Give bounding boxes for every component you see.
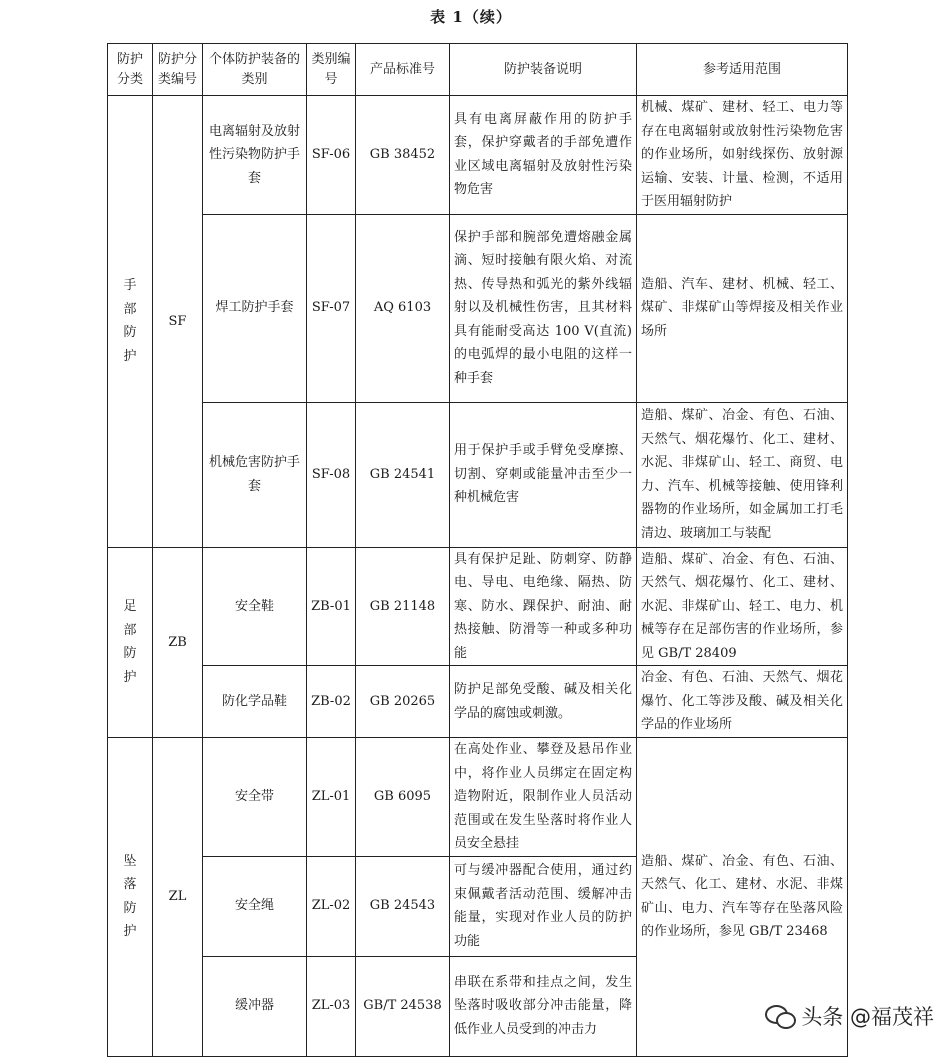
type-code: SF-07 [307, 214, 356, 402]
standard-number: GB 24541 [356, 402, 450, 547]
header-type-code: 类别编号 [307, 44, 356, 96]
header-category: 防护分类 [108, 44, 153, 96]
applicable-scope: 冶金、有色、石油、天然气、烟花爆竹、化工等涉及酸、碱及相关化学品的作业场所 [637, 666, 848, 738]
applicable-scope: 造船、汽车、建材、机械、轻工、煤矿、非煤矿山等焊接及相关作业场所 [637, 214, 848, 402]
type-code: SF-06 [307, 96, 356, 215]
equipment-type: 安全鞋 [203, 547, 307, 666]
table-row [108, 738, 848, 857]
equipment-description: 串联在系带和挂点之间，发生坠落时吸收部分冲击能量，降低作业人员受到的冲击力 [450, 956, 637, 1056]
ppe-table [107, 43, 848, 1057]
type-code: ZB-01 [307, 547, 356, 666]
equipment-description: 可与缓冲器配合使用，通过约束佩戴者活动范围、缓解冲击能量，实现对作业人员的防护功能 [450, 856, 637, 956]
equipment-description: 防护足部免受酸、碱及相关化学品的腐蚀或刺激。 [450, 666, 637, 738]
watermark-text: 头条 @福茂祥 [801, 1005, 934, 1029]
header-description: 防护装备说明 [450, 44, 637, 96]
equipment-description: 具有保护足趾、防刺穿、防静电、导电、电绝缘、隔热、防寒、防水、踝保护、耐油、耐热接触、防滑等一种或多种功能 [450, 547, 637, 666]
type-code: ZL-01 [307, 738, 356, 857]
type-code: ZB-02 [307, 666, 356, 738]
equipment-type: 防化学品鞋 [203, 666, 307, 738]
equipment-description: 具有电离屏蔽作用的防护手套，保护穿戴者的手部免遭作业区域电离辐射及放射性污染物危害 [450, 96, 637, 215]
equipment-description: 用于保护手或手臂免受摩擦、切割、穿刺或能量冲击至少一种机械危害 [450, 402, 637, 547]
type-code: SF-08 [307, 402, 356, 547]
header-category-code: 防护分类编号 [153, 44, 203, 96]
group-code-hand: SF [153, 96, 203, 548]
group-name-fall: 坠 落 防 护 [108, 738, 153, 1057]
header-standard: 产品标准号 [356, 44, 450, 96]
equipment-type: 缓冲器 [203, 956, 307, 1056]
wechat-icon [765, 1003, 795, 1029]
table-caption: 表 1（续） [430, 8, 512, 26]
equipment-type: 机械危害防护手套 [203, 402, 307, 547]
applicable-scope: 造船、煤矿、冶金、有色、石油、天然气、烟花爆竹、化工、建材、水泥、非煤矿山、轻工、电力、机械等存在足部伤害的作业场所，参见 GB/T 28409 [637, 547, 848, 666]
applicable-scope: 机械、煤矿、建材、轻工、电力等存在电离辐射或放射性污染物危害的作业场所，如射线探伤、放射源运输、安装、计量、检测，不适用于医用辐射防护 [637, 96, 848, 215]
equipment-description: 保护手部和腕部免遭熔融金属滴、短时接触有限火焰、对流热、传导热和弧光的紫外线辐射以及机械性伤害，且其材料具有能耐受高达 100 V(直流)的电弧焊的最小电阻的这样一种手套 [450, 214, 637, 402]
watermark [765, 996, 934, 1036]
equipment-type: 焊工防护手套 [203, 214, 307, 402]
equipment-type: 电离辐射及放射性污染物防护手套 [203, 96, 307, 215]
equipment-description: 在高处作业、攀登及悬吊作业中，将作业人员绑定在固定构造物附近，限制作业人员活动范围或在发生坠落时将作业人员安全悬挂 [450, 738, 637, 857]
table-row [108, 666, 848, 738]
applicable-scope-shared: 造船、煤矿、冶金、有色、石油、天然气、化工、建材、水泥、非煤矿山、电力、汽车等存在坠落风险的作业场所，参见 GB/T 23468 [637, 738, 848, 1057]
standard-number: GB 6095 [356, 738, 450, 857]
header-row [108, 44, 848, 96]
standard-number: AQ 6103 [356, 214, 450, 402]
standard-number: GB/T 24538 [356, 956, 450, 1056]
header-equipment-type: 个体防护装备的类别 [203, 44, 307, 96]
table-row [108, 96, 848, 215]
group-code-foot: ZB [153, 547, 203, 738]
group-name-hand: 手 部 防 护 [108, 96, 153, 548]
standard-number: GB 24543 [356, 856, 450, 956]
type-code: ZL-03 [307, 956, 356, 1056]
applicable-scope: 造船、煤矿、冶金、有色、石油、天然气、烟花爆竹、化工、建材、水泥、非煤矿山、轻工、商贸、电力、汽车、机械等接触、使用锋利器物的作业场所，如金属加工打毛清边、玻璃加工与装配 [637, 402, 848, 547]
equipment-type: 安全绳 [203, 856, 307, 956]
header-scope: 参考适用范围 [637, 44, 848, 96]
table-row [108, 214, 848, 402]
standard-number: GB 38452 [356, 96, 450, 215]
table-row [108, 547, 848, 666]
type-code: ZL-02 [307, 856, 356, 956]
table-row [108, 402, 848, 547]
standard-number: GB 21148 [356, 547, 450, 666]
group-code-fall: ZL [153, 738, 203, 1057]
group-name-foot: 足 部 防 护 [108, 547, 153, 738]
equipment-type: 安全带 [203, 738, 307, 857]
standard-number: GB 20265 [356, 666, 450, 738]
